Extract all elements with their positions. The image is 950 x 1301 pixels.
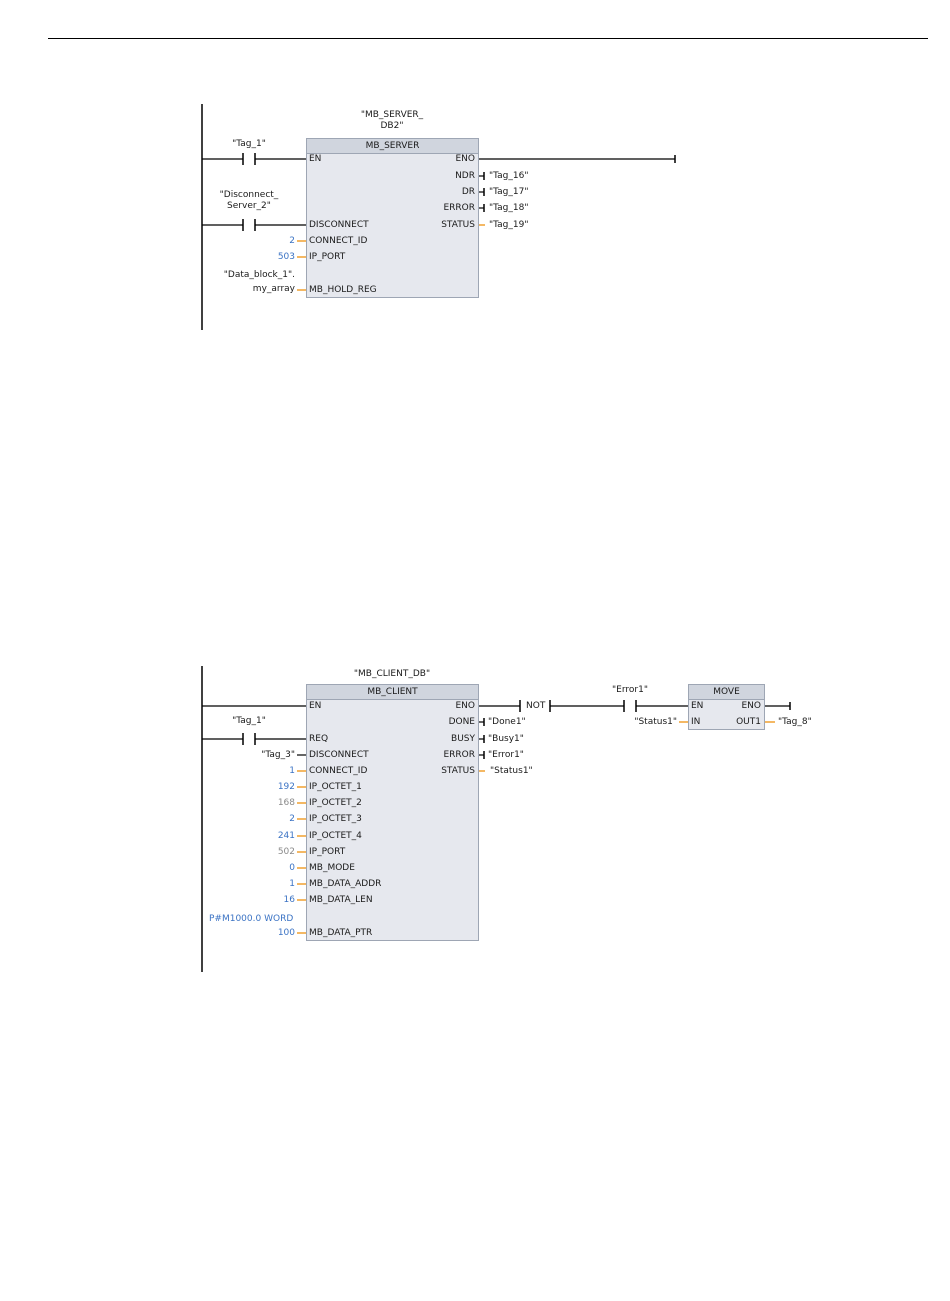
pin-en: EN (309, 154, 322, 164)
mb-client-block[interactable] (306, 684, 479, 941)
pin-connect-id: CONNECT_ID (309, 766, 368, 776)
pin-req: REQ (309, 734, 329, 744)
value-ip-octet-2: 168 (277, 798, 295, 808)
client-instance-db: "MB_CLIENT_DB" (353, 669, 431, 679)
value-mb-data-ptr-line1: P#M1000.0 WORD (209, 914, 294, 924)
out-tag-busy: "Busy1" (488, 734, 524, 744)
move-title: MOVE (689, 685, 764, 700)
contact-tag1-label: "Tag_1" (232, 716, 266, 726)
out-tag-dr: "Tag_17" (489, 187, 529, 197)
value-mb-mode: 0 (289, 863, 295, 873)
pin-disconnect: DISCONNECT (309, 220, 369, 230)
pin-en: EN (309, 701, 322, 711)
mb-server-title: MB_SERVER (307, 139, 478, 154)
contact-disconnect-label-line1: "Disconnect_ (219, 190, 279, 200)
move-pin-eno: ENO (741, 701, 761, 711)
move-out-tag: "Tag_8" (778, 717, 812, 727)
out-tag-done: "Done1" (488, 717, 526, 727)
value-ip-octet-3: 2 (289, 814, 295, 824)
mb-client-title: MB_CLIENT (307, 685, 478, 700)
pin-status: STATUS (441, 220, 475, 230)
pin-ip-octet-1: IP_OCTET_1 (309, 782, 362, 792)
pin-done: DONE (448, 717, 475, 727)
pin-ip-octet-2: IP_OCTET_2 (309, 798, 362, 808)
pin-error: ERROR (443, 750, 475, 760)
value-connect-id: 2 (289, 236, 295, 246)
pin-disconnect: DISCONNECT (309, 750, 369, 760)
out-tag-status: "Tag_19" (489, 220, 529, 230)
not-contact-label: NOT (526, 701, 546, 711)
value-ip-port: 502 (277, 847, 295, 857)
pin-dr: DR (461, 187, 475, 197)
pin-ip-port: IP_PORT (309, 252, 346, 262)
pin-mb-data-len: MB_DATA_LEN (309, 895, 373, 905)
pin-ndr: NDR (455, 171, 475, 181)
value-ip-octet-4: 241 (277, 831, 295, 841)
value-mb-data-len: 16 (283, 895, 295, 905)
out-tag-ndr: "Tag_16" (489, 171, 529, 181)
pin-eno: ENO (455, 154, 475, 164)
pin-mb-data-addr: MB_DATA_ADDR (309, 879, 382, 889)
pin-ip-port: IP_PORT (309, 847, 346, 857)
pin-busy: BUSY (451, 734, 475, 744)
value-hold-reg-line2: my_array (252, 284, 295, 294)
pin-mb-data-ptr: MB_DATA_PTR (309, 928, 373, 938)
pin-connect-id: CONNECT_ID (309, 236, 368, 246)
error-contact-label: "Error1" (612, 685, 648, 695)
pin-status: STATUS (441, 766, 475, 776)
out-tag-status: "Status1" (490, 766, 533, 776)
out-tag-error: "Tag_18" (489, 203, 529, 213)
pin-error: ERROR (443, 203, 475, 213)
move-pin-out1: OUT1 (736, 717, 761, 727)
out-tag-error: "Error1" (488, 750, 524, 760)
value-hold-reg-line1: "Data_block_1". (223, 270, 295, 280)
contact-disconnect-label-line2: Server_2" (227, 201, 271, 211)
server-instance-db-line2: DB2" (380, 121, 404, 131)
pin-ip-octet-4: IP_OCTET_4 (309, 831, 362, 841)
move-pin-in: IN (691, 717, 701, 727)
value-connect-id: 1 (289, 766, 295, 776)
pin-mb-hold-reg: MB_HOLD_REG (309, 285, 377, 295)
value-ip-port: 503 (277, 252, 295, 262)
pin-eno: ENO (455, 701, 475, 711)
contact-tag1-label: "Tag_1" (232, 139, 266, 149)
move-in-tag: "Status1" (634, 717, 677, 727)
value-mb-data-addr: 1 (289, 879, 295, 889)
server-instance-db-line1: "MB_SERVER_ (360, 110, 424, 120)
value-mb-data-ptr-line2: 100 (277, 928, 295, 938)
move-block[interactable] (688, 684, 765, 730)
pin-ip-octet-3: IP_OCTET_3 (309, 814, 362, 824)
value-ip-octet-1: 192 (277, 782, 295, 792)
pin-mb-mode: MB_MODE (309, 863, 355, 873)
value-disconnect: "Tag_3" (261, 750, 295, 760)
move-pin-en: EN (691, 701, 704, 711)
